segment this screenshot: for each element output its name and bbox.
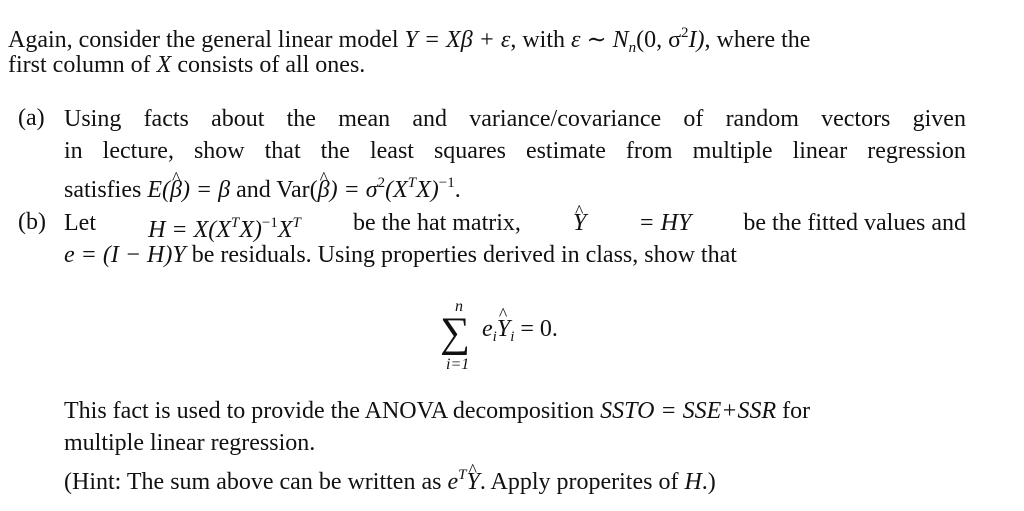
part-a-line-2: in lecture, show that the least squares estimate from multiple linear regression xyxy=(64,138,966,164)
part-a-line-1: Using facts about the mean and variance/covariance of random vectors given xyxy=(64,106,966,132)
part-b-line-1: Let $H = X(X^TX)^{-1}X^T$ be the hat matrix, ^ Y = HY be the fitted values and xyxy=(64,208,966,245)
part-a-label: (a) xyxy=(18,105,45,131)
part-b-label: (b) xyxy=(18,209,46,235)
anova-line: This fact is used to provide the ANOVA decomposition SSTO = SSE+SSR for xyxy=(64,398,811,424)
part-a-line-3: satisfies E(^ β) = β and Var(^ $\beta) = \sigma^2(X^TX)^{-1}$. xyxy=(64,168,461,205)
model-equation: Y = Xβ + ε xyxy=(404,27,511,53)
intro-line-2: first column of X consists of all ones. xyxy=(8,52,366,78)
part-b-line-2: e = (I − H)Y be residuals. Using properties derived in class, show that xyxy=(64,242,737,268)
regression-line: multiple linear regression. xyxy=(64,430,316,456)
intro-line-1: Again, consider the general linear model Y = Xβ + ε, with ε ∼ $N_n(0$, $\sigma^2I$), where the xyxy=(8,25,811,56)
summation-equation: n ∑ i=1 $e_i\^{}$ $Y_i = 0$. xyxy=(440,298,600,378)
hint-line: (Hint: The sum above can be written as $e^T\^{}$ Y. Apply properites of H.) xyxy=(64,460,716,497)
